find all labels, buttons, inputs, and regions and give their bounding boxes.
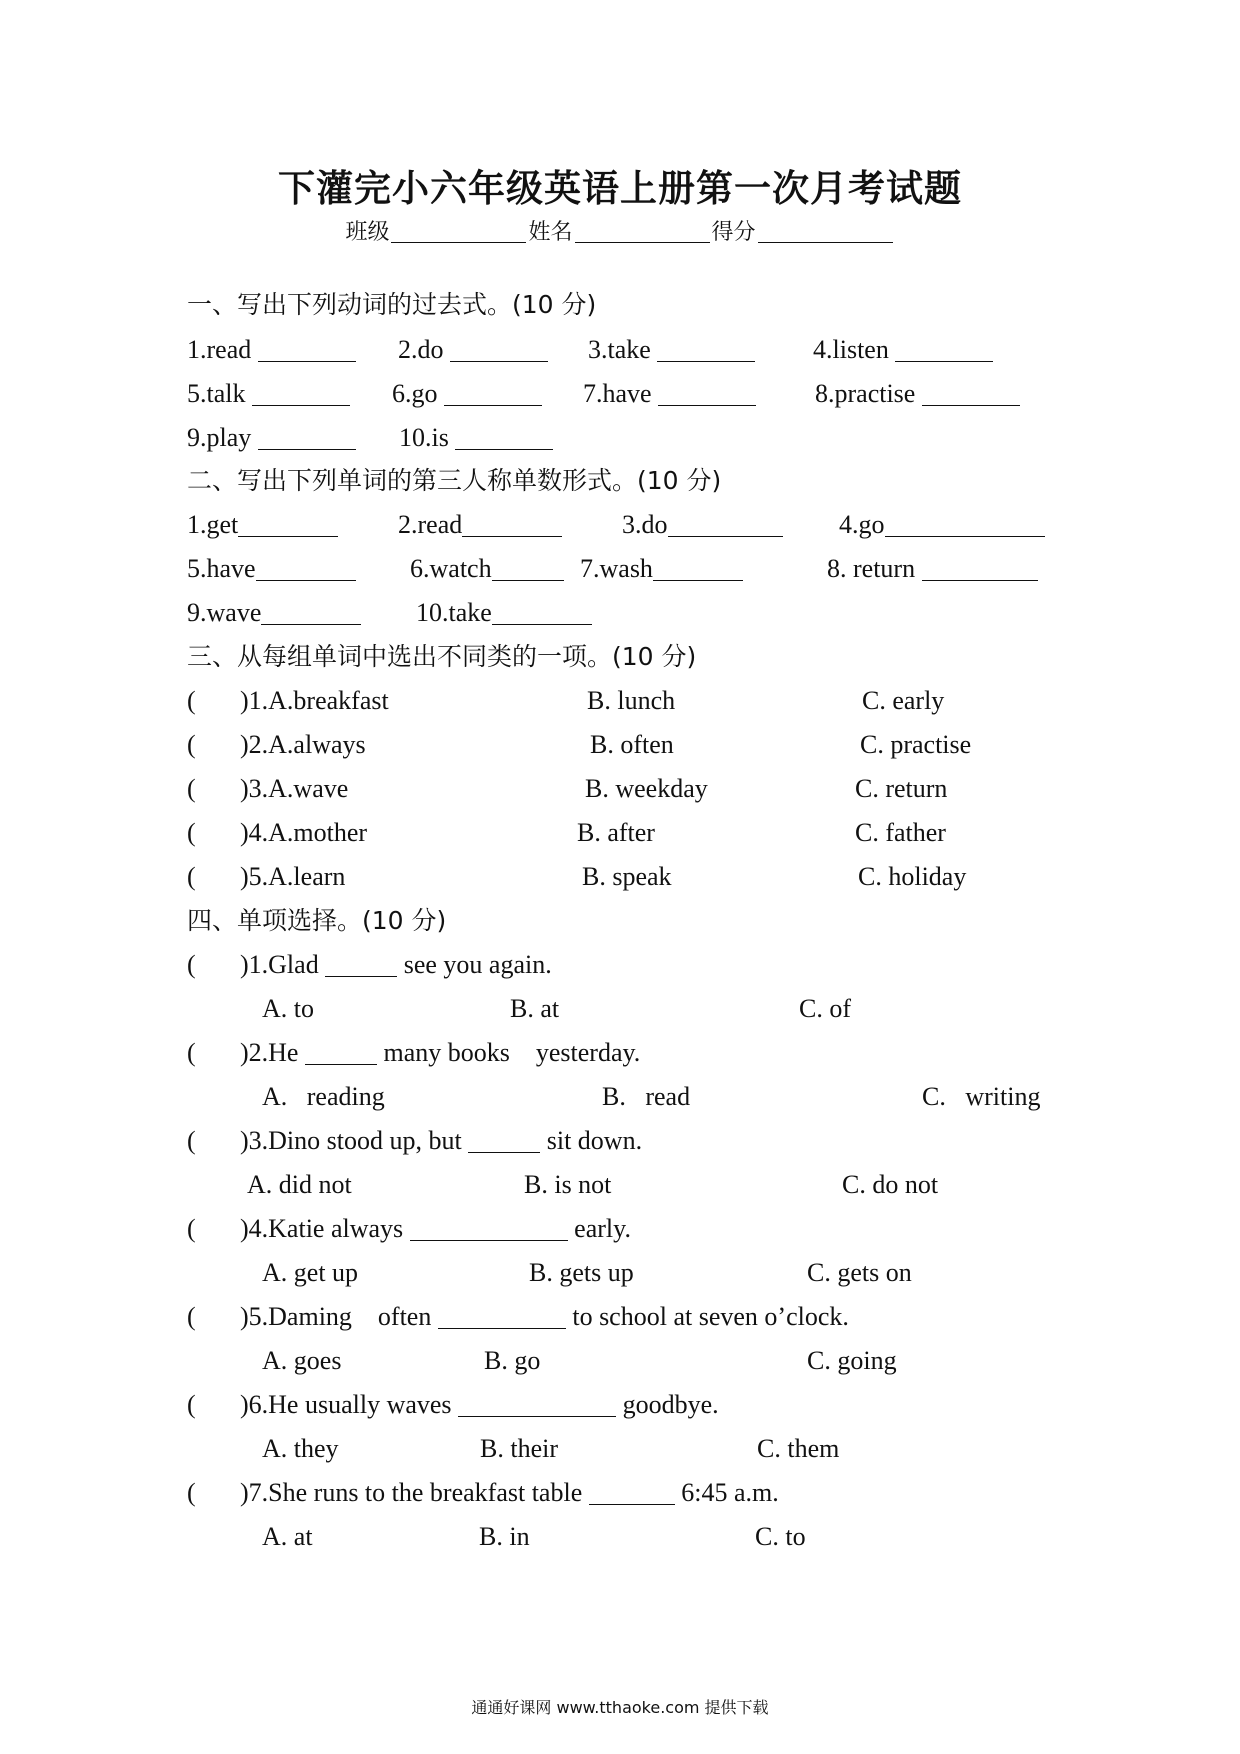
answer-blank[interactable]: [922, 556, 1038, 581]
answer-blank[interactable]: [658, 381, 756, 406]
list-item: 9.play: [187, 421, 356, 455]
answer-paren[interactable]: (: [187, 862, 196, 891]
option-c: C. of: [799, 994, 851, 1023]
option-a: A. they: [262, 1434, 339, 1463]
list-item: 1.read: [187, 333, 356, 367]
answer-paren[interactable]: (: [187, 950, 196, 979]
question-row: [187, 1300, 1087, 1334]
answer-blank[interactable]: [657, 337, 755, 362]
list-item: 2.read: [398, 508, 562, 542]
score-label: 得分: [711, 220, 756, 245]
question-stem: )5.Daming often to school at seven o’clock.: [240, 1302, 849, 1331]
option-a: A. goes: [262, 1346, 342, 1375]
name-blank[interactable]: [575, 220, 710, 243]
question-stem: )3.A.wave: [240, 774, 349, 803]
question-row: [187, 1476, 1087, 1510]
answer-blank[interactable]: [492, 556, 564, 581]
answer-blank[interactable]: [462, 512, 562, 537]
question-stem: )3.Dino stood up, but sit down.: [240, 1126, 643, 1155]
option-c: C. writing: [922, 1082, 1041, 1111]
options-row: [187, 1168, 1087, 1202]
question-stem: )1.Glad see you again.: [240, 950, 552, 979]
list-item: 1.get: [187, 508, 338, 542]
list-item: 8.practise: [815, 377, 1020, 411]
question-row: [187, 1388, 1087, 1422]
page-title: 下灌完小六年级英语上册第一次月考试题: [278, 167, 962, 210]
options-row: [187, 1080, 1087, 1114]
list-item: 4.listen: [813, 333, 993, 367]
question-row: [187, 772, 1087, 806]
question-stem: )6.He usually waves goodbye.: [240, 1390, 719, 1419]
options-row: [187, 1520, 1087, 1554]
answer-blank[interactable]: [258, 337, 356, 362]
option-a: A. get up: [262, 1258, 359, 1287]
section4-heading: 四、单项选择。(10 分): [187, 906, 447, 935]
question-row: [187, 1124, 1087, 1158]
question-stem: )5.A.learn: [240, 862, 346, 891]
question-row: [187, 948, 1087, 982]
question-row: [187, 860, 1087, 894]
option-c: C. holiday: [858, 862, 967, 891]
option-b: B. go: [484, 1346, 541, 1375]
option-b: B. is not: [524, 1170, 612, 1199]
options-row: [187, 1344, 1087, 1378]
answer-blank[interactable]: [922, 381, 1020, 406]
question-stem: )4.A.mother: [240, 818, 368, 847]
options-row: [187, 1256, 1087, 1290]
list-item: 3.take: [588, 333, 755, 367]
question-row: [187, 1036, 1087, 1070]
answer-paren[interactable]: (: [187, 1302, 196, 1331]
answer-paren[interactable]: (: [187, 1214, 196, 1243]
list-item: 2.do: [398, 333, 548, 367]
list-item: 7.have: [583, 377, 756, 411]
page-footer: 通通好课网 www.tthaoke.com 提供下载: [471, 1698, 769, 1717]
class-blank[interactable]: [391, 220, 526, 243]
name-label: 姓名: [528, 220, 573, 245]
option-c: C. father: [855, 818, 946, 847]
list-item: 5.talk: [187, 377, 350, 411]
option-c: C. gets on: [807, 1258, 912, 1287]
score-blank[interactable]: [758, 220, 893, 243]
section2-row: [187, 508, 1087, 542]
list-item: 6.watch: [410, 552, 564, 586]
option-b: B. in: [479, 1522, 530, 1551]
answer-blank[interactable]: [238, 512, 338, 537]
answer-blank[interactable]: [258, 425, 356, 450]
answer-blank[interactable]: [653, 556, 743, 581]
answer-blank[interactable]: [438, 1304, 566, 1329]
option-a: A. to: [262, 994, 314, 1023]
option-b: B. weekday: [585, 774, 708, 803]
answer-paren[interactable]: (: [187, 1038, 196, 1067]
option-a: A. did not: [247, 1170, 352, 1199]
answer-blank[interactable]: [668, 512, 783, 537]
answer-blank[interactable]: [252, 381, 350, 406]
section1-row: [187, 377, 1087, 411]
option-c: C. to: [755, 1522, 806, 1551]
option-c: C. do not: [842, 1170, 939, 1199]
options-row: [187, 1432, 1087, 1466]
answer-blank[interactable]: [410, 1216, 568, 1241]
list-item: 8. return: [827, 552, 1038, 586]
section3-heading: 三、从每组单词中选出不同类的一项。(10 分): [187, 642, 697, 671]
answer-blank[interactable]: [589, 1480, 675, 1505]
question-row: [187, 1212, 1087, 1246]
answer-blank[interactable]: [492, 600, 592, 625]
answer-paren[interactable]: (: [187, 686, 196, 715]
option-c: C. going: [807, 1346, 897, 1375]
answer-blank[interactable]: [325, 952, 397, 977]
section1-row: [187, 333, 1087, 367]
list-item: 9.wave: [187, 596, 361, 630]
section1-heading: 一、写出下列动词的过去式。(10 分): [187, 290, 597, 319]
answer-blank[interactable]: [458, 1392, 616, 1417]
list-item: 6.go: [392, 377, 542, 411]
option-c: C. early: [862, 686, 945, 715]
student-info-line: [0, 215, 1240, 246]
section2-heading: 二、写出下列单词的第三人称单数形式。(10 分): [187, 466, 722, 495]
option-b: B. at: [510, 994, 560, 1023]
section2-row: [187, 552, 1087, 586]
answer-blank[interactable]: [444, 381, 542, 406]
option-c: C. them: [757, 1434, 840, 1463]
question-stem: )2.He many books yesterday.: [240, 1038, 641, 1067]
list-item: 4.go: [839, 508, 1045, 542]
list-item: 5.have: [187, 552, 356, 586]
answer-paren[interactable]: (: [187, 774, 196, 803]
question-stem: )7.She runs to the breakfast table 6:45 a.m.: [240, 1478, 779, 1507]
answer-blank[interactable]: [256, 556, 356, 581]
option-c: C. practise: [860, 730, 972, 759]
class-label: 班级: [345, 220, 390, 245]
option-a: A. reading: [262, 1082, 385, 1111]
answer-blank[interactable]: [261, 600, 361, 625]
list-item: 7.wash: [580, 552, 743, 586]
option-b: B. their: [480, 1434, 558, 1463]
answer-blank[interactable]: [305, 1040, 377, 1065]
section1-row: [187, 421, 1087, 455]
option-b: B. after: [577, 818, 655, 847]
answer-paren[interactable]: (: [187, 818, 196, 847]
question-row: [187, 816, 1087, 850]
option-b: B. lunch: [587, 686, 676, 715]
answer-paren[interactable]: (: [187, 1126, 196, 1155]
answer-blank[interactable]: [885, 512, 1045, 537]
option-b: B. speak: [582, 862, 672, 891]
answer-paren[interactable]: (: [187, 1478, 196, 1507]
options-row: [187, 992, 1087, 1026]
question-stem: )4.Katie always early.: [240, 1214, 631, 1243]
option-c: C. return: [855, 774, 948, 803]
question-row: [187, 728, 1087, 762]
section2-row: [187, 596, 1087, 630]
answer-paren[interactable]: (: [187, 1390, 196, 1419]
answer-blank[interactable]: [468, 1128, 540, 1153]
question-row: [187, 684, 1087, 718]
answer-blank[interactable]: [895, 337, 993, 362]
option-b: B. gets up: [529, 1258, 634, 1287]
answer-blank[interactable]: [455, 425, 553, 450]
list-item: 3.do: [622, 508, 783, 542]
option-b: B. read: [602, 1082, 691, 1111]
option-a: A. at: [262, 1522, 313, 1551]
question-stem: )2.A.always: [240, 730, 366, 759]
list-item: 10.is: [399, 421, 553, 455]
answer-paren[interactable]: (: [187, 730, 196, 759]
question-stem: )1.A.breakfast: [240, 686, 389, 715]
answer-blank[interactable]: [450, 337, 548, 362]
option-b: B. often: [590, 730, 674, 759]
list-item: 10.take: [416, 596, 592, 630]
